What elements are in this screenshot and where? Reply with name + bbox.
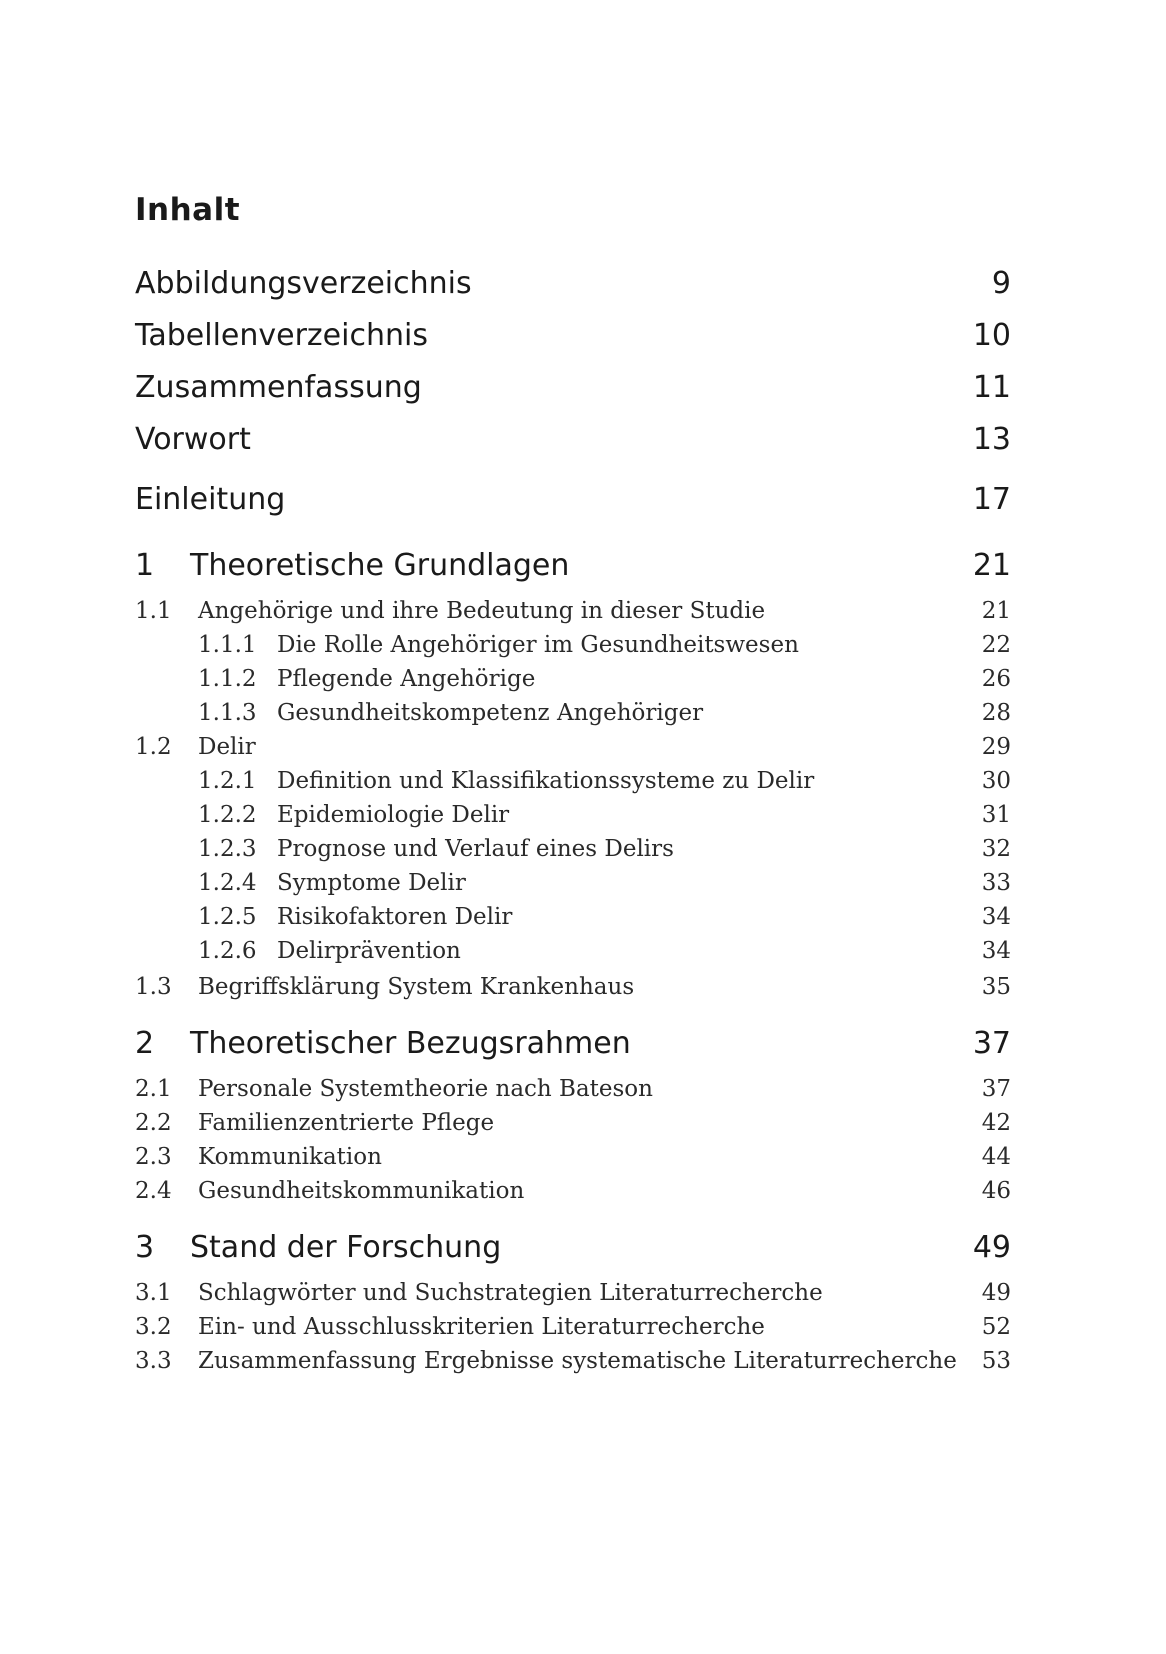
subsection-number: 1.1.1 <box>198 632 257 658</box>
section-title: Ein- und Ausschlusskriterien Literaturrecherche <box>198 1314 765 1340</box>
toc-entry-zusammenfassung <box>135 370 1011 406</box>
toc-entry-page: 17 <box>972 482 1011 517</box>
toc-subsection <box>135 797 1011 833</box>
toc-entry-page: 13 <box>972 422 1011 457</box>
subsection-page: 26 <box>981 666 1011 692</box>
chapter-number: 1 <box>135 548 155 583</box>
toc-chapter-2 <box>135 1026 1011 1062</box>
section-number: 3.1 <box>135 1280 172 1306</box>
section-page: 37 <box>981 1076 1011 1102</box>
toc-section <box>135 1139 1011 1175</box>
toc-subsection <box>135 899 1011 935</box>
toc-entry-label: Einleitung <box>135 482 286 517</box>
toc-entry-page: 11 <box>972 370 1011 405</box>
toc-entry-abbildungsverzeichnis <box>135 266 1011 302</box>
section-title: Schlagwörter und Suchstrategien Literaturrecherche <box>198 1280 823 1306</box>
section-number: 2.3 <box>135 1144 172 1170</box>
subsection-title: Definition und Klassifikationssysteme zu Delir <box>277 768 815 794</box>
toc-entry-vorwort <box>135 422 1011 458</box>
toc-subsection <box>135 627 1011 663</box>
subsection-page: 34 <box>981 904 1011 930</box>
section-page: 29 <box>981 734 1011 760</box>
toc-section <box>135 729 1011 765</box>
section-title: Zusammenfassung Ergebnisse systematische Literaturrecherche <box>198 1348 957 1374</box>
toc-subsection <box>135 763 1011 799</box>
section-page: 49 <box>981 1280 1011 1306</box>
section-page: 53 <box>981 1348 1011 1374</box>
subsection-number: 1.1.2 <box>198 666 257 692</box>
toc-section <box>135 1173 1011 1209</box>
subsection-page: 22 <box>981 632 1011 658</box>
section-number: 2.2 <box>135 1110 172 1136</box>
toc-entry-label: Tabellenverzeichnis <box>135 318 428 353</box>
section-page: 21 <box>981 598 1011 624</box>
chapter-page: 21 <box>972 548 1011 583</box>
subsection-number: 1.1.3 <box>198 700 257 726</box>
subsection-title: Prognose und Verlauf eines Delirs <box>277 836 674 862</box>
chapter-title: Theoretischer Bezugsrahmen <box>190 1026 631 1061</box>
toc-entry-page: 9 <box>991 266 1011 301</box>
subsection-title: Symptome Delir <box>277 870 466 896</box>
section-number: 2.4 <box>135 1178 172 1204</box>
subsection-page: 30 <box>981 768 1011 794</box>
toc-section <box>135 1309 1011 1345</box>
toc-entry-label: Abbildungsverzeichnis <box>135 266 472 301</box>
section-title: Familienzentrierte Pflege <box>198 1110 495 1136</box>
section-number: 1.1 <box>135 598 172 624</box>
toc-chapter-3 <box>135 1230 1011 1266</box>
subsection-title: Epidemiologie Delir <box>277 802 510 828</box>
subsection-number: 1.2.4 <box>198 870 257 896</box>
chapter-title: Stand der Forschung <box>190 1230 502 1265</box>
toc-entry-tabellenverzeichnis <box>135 318 1011 354</box>
section-title: Personale Systemtheorie nach Bateson <box>198 1076 653 1102</box>
chapter-number: 2 <box>135 1026 155 1061</box>
toc-section <box>135 1071 1011 1107</box>
toc-section <box>135 1343 1011 1379</box>
toc-chapter-1 <box>135 548 1011 584</box>
toc-subsection <box>135 933 1011 969</box>
toc-section <box>135 969 1011 1005</box>
subsection-title: Die Rolle Angehöriger im Gesundheitswesen <box>277 632 799 658</box>
section-number: 2.1 <box>135 1076 172 1102</box>
chapter-title: Theoretische Grundlagen <box>190 548 570 583</box>
subsection-page: 34 <box>981 938 1011 964</box>
section-title: Kommunikation <box>198 1144 382 1170</box>
section-page: 44 <box>981 1144 1011 1170</box>
subsection-number: 1.2.2 <box>198 802 257 828</box>
toc-subsection <box>135 865 1011 901</box>
toc-section <box>135 1105 1011 1141</box>
toc-entry-einleitung <box>135 482 1011 518</box>
section-number: 1.3 <box>135 974 172 1000</box>
subsection-page: 28 <box>981 700 1011 726</box>
section-page: 42 <box>981 1110 1011 1136</box>
section-number: 3.2 <box>135 1314 172 1340</box>
subsection-title: Delirprävention <box>277 938 461 964</box>
section-title: Angehörige und ihre Bedeutung in dieser Studie <box>198 598 766 624</box>
chapter-page: 37 <box>972 1026 1011 1061</box>
subsection-number: 1.2.1 <box>198 768 257 794</box>
page-title: Inhalt <box>135 192 241 228</box>
toc-subsection <box>135 831 1011 867</box>
section-number: 3.3 <box>135 1348 172 1374</box>
toc-entry-label: Vorwort <box>135 422 251 457</box>
section-page: 46 <box>981 1178 1011 1204</box>
subsection-page: 31 <box>981 802 1011 828</box>
chapter-number: 3 <box>135 1230 155 1265</box>
toc-section <box>135 1275 1011 1311</box>
section-page: 52 <box>981 1314 1011 1340</box>
section-number: 1.2 <box>135 734 172 760</box>
subsection-number: 1.2.5 <box>198 904 257 930</box>
toc-subsection <box>135 695 1011 731</box>
toc-section <box>135 593 1011 629</box>
subsection-title: Gesundheitskompetenz Angehöriger <box>277 700 704 726</box>
toc-subsection <box>135 661 1011 697</box>
subsection-page: 32 <box>981 836 1011 862</box>
section-page: 35 <box>981 974 1011 1000</box>
section-title: Delir <box>198 734 256 760</box>
section-title: Begriffsklärung System Krankenhaus <box>198 974 635 1000</box>
subsection-page: 33 <box>981 870 1011 896</box>
subsection-number: 1.2.3 <box>198 836 257 862</box>
chapter-page: 49 <box>972 1230 1011 1265</box>
subsection-title: Risikofaktoren Delir <box>277 904 513 930</box>
toc-entry-page: 10 <box>972 318 1011 353</box>
subsection-title: Pflegende Angehörige <box>277 666 536 692</box>
subsection-number: 1.2.6 <box>198 938 257 964</box>
toc-entry-label: Zusammenfassung <box>135 370 422 405</box>
section-title: Gesundheitskommunikation <box>198 1178 525 1204</box>
